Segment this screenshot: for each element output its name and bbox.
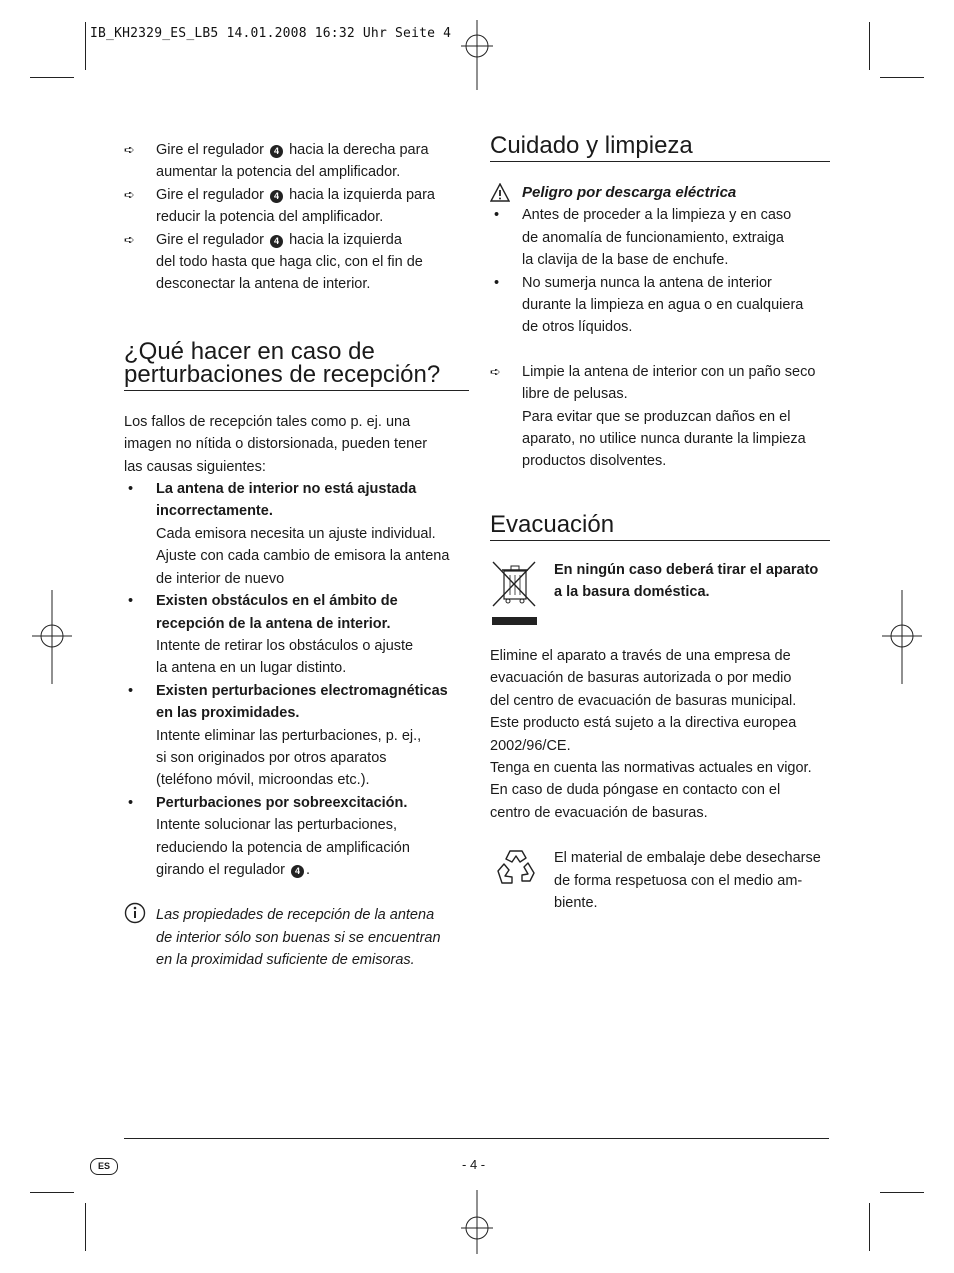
cause-item: • La antena de interior no está ajustada incorrectamente. Cada emisora necesita un ajuste individual. Ajuste con cada cambio de emisora la antena de interior de nuevo [128,481,450,587]
info-icon [124,902,146,924]
arrow-icon: ➪ [124,231,135,247]
danger-bullet: • No sumerja nunca la antena de interior durante la limpieza en agua o en cualquiera de otros líquidos. [494,274,804,336]
cleaning-step: ➪ Limpie la antena de interior con un paño seco libre de pelusas. Para evitar que se produzcan daños en el aparato, no utilice nunca durante la limpieza productos disolventes. [490,361,830,473]
cause-item: • Existen obstáculos en el ámbito de recepción de la antena de interior. Intente de retirar los obstáculos o ajuste la antena en un lugar distinto. [128,593,414,677]
heading-disposal: Evacuación [490,513,830,541]
danger-warning: Peligro por descarga eléctrica [490,182,830,204]
info-note: Las propiedades de recepción de la antena de interior sólo son buenas si se encuentran en la proximidad suficiente de emisoras. [124,904,469,971]
regulator-4-icon: 4 [270,145,283,158]
language-badge: ES [90,1158,118,1175]
crossed-bin-icon [490,559,538,627]
registration-mark-right [880,590,924,684]
regulator-4-icon: 4 [270,190,283,203]
arrow-icon: ➪ [124,142,135,157]
heading-reception-problems: ¿Qué hacer en caso de perturbaciones de recepción? [124,340,469,391]
regulator-4-icon: 4 [291,865,304,878]
danger-bullet: • Antes de proceder a la limpieza y en caso de anomalía de funcionamiento, extraiga la clavija de la base de enchufe. [494,207,792,269]
heading-care-cleaning: Cuidado y limpieza [490,134,830,162]
left-column [124,139,469,972]
recycle-icon [492,845,540,891]
step-decrease: ➪ Gire el regulador 4 hacia la izquierda para reducir la potencia del amplificador. [124,184,469,229]
disposal-text: Elimine el aparato a través de una empresa de evacuación de basuras autorizada o por medio del centro de evacuación de basuras municipal. Este producto está sujeto a la directiva europea 2002/96/CE. Tenga en cuenta las normativas actuales en vigor. En caso de duda póngase en contacto con el centro de evacuación de basuras. [490,647,812,821]
cause-item: • Existen perturbaciones electromagnéticas en las proximidades. Intente eliminar las perturbaciones, p. ej., si son originados por otros aparatos (teléfono móvil, microondas etc.). [128,682,448,789]
intro-text: Los fallos de recepción tales como p. ej. una imagen no nítida o distorsionada, pueden tener las causas siguientes: [124,413,428,475]
cause-item: • Perturbaciones por sobreexcitación. Intente solucionar las perturbaciones, reduciendo la potencia de amplificación girando el regulador 4 . [128,794,410,878]
regulator-4-icon: 4 [270,235,283,248]
print-header: IB_KH2329_ES_LB5 14.01.2008 16:32 Uhr Seite 4 [90,26,452,41]
warning-triangle-icon [490,183,510,202]
footer-rule [124,1138,829,1139]
arrow-icon: ➪ [490,363,501,379]
registration-mark-top [455,20,499,90]
arrow-icon: ➪ [124,186,135,202]
step-increase: ➪ Gire el regulador 4 hacia la derecha para aumentar la potencia del amplificador. [124,139,469,184]
step-disconnect: ➪ Gire el regulador 4 hacia la izquierda del todo hasta que haga clic, con el fin de desconectar la antena de interior. [124,229,469,296]
registration-mark-left [30,590,74,684]
recycling-note: El material de embalaje debe desecharse de forma respetuosa con el medio am- biente. [490,847,830,914]
registration-mark-bottom [455,1190,499,1260]
weee-warning: En ningún caso deberá tirar el aparato a la basura doméstica. [490,559,830,625]
right-column [490,134,830,914]
page-number: - 4 - [462,1157,486,1172]
